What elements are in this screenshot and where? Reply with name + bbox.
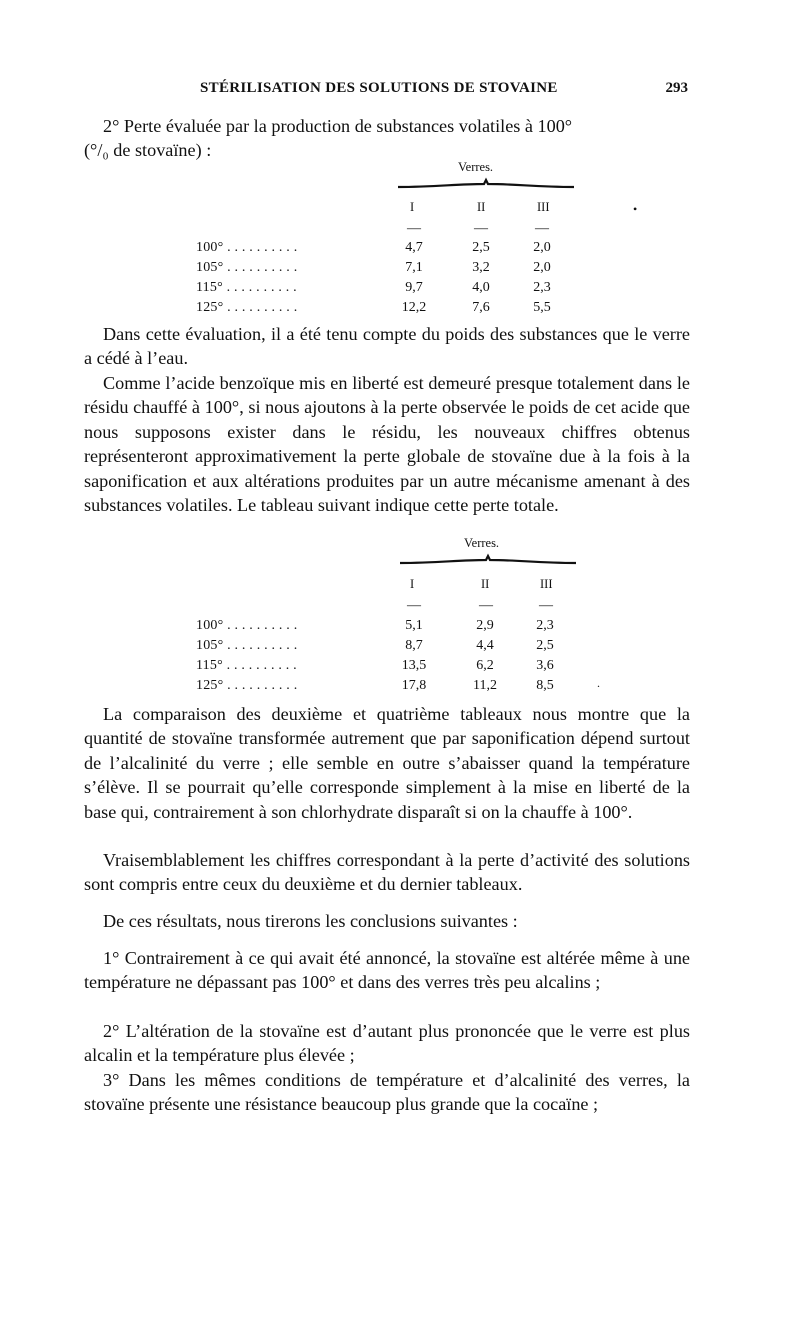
paragraph-conclusions-intro: De ces résultats, nous tirerons les conclusions suivantes : (103, 911, 518, 931)
conclusion-1: 1° Contrairement à ce qui avait été annoncé, la stovaïne est altérée même à une température ne dépassant pas 100° et dans des verres très peu alcalins ; (84, 948, 690, 993)
cell: 17,8 (401, 678, 427, 693)
cell: 5,5 (533, 300, 551, 315)
running-title: STÉRILISATION DES SOLUTIONS DE STOVAINE (200, 80, 558, 96)
table-row (196, 280, 616, 300)
col-head-2: II (481, 577, 490, 591)
table-row (196, 638, 616, 658)
cell: 8,5 (536, 678, 554, 693)
row-label: 100° . . . . . . . . . . (196, 618, 298, 633)
cell: 3,6 (536, 658, 554, 673)
cell: 2,0 (533, 240, 551, 255)
table-caption: Verres. (464, 536, 500, 550)
cell: 4,7 (405, 240, 423, 255)
conclusion-3: 3° Dans les mêmes conditions de température et d’alcalinité des verres, la stovaïne présente une résistance beaucoup plus grande que la cocaïne ; (84, 1070, 690, 1115)
brace-icon (396, 174, 576, 190)
paragraph-benzoic-acid: Comme l’acide benzoïque mis en liberté est demeuré presque totalement dans le résidu chauffé à 100°, si nous ajoutons à la perte observée le poids de cet acide que nous supposons exister dans le résidu, les nouveaux chiffres obtenus représenteront approximativement la perte globale de stovaïne due à la fois à la saponification et aux altérations produites par un autre mécanisme amenant à des substances volatiles. Le tableau suivant indique cette perte totale. (84, 373, 690, 516)
cell: 11,2 (473, 678, 497, 693)
cell: 4,0 (472, 280, 490, 295)
brace-icon (398, 550, 578, 566)
row-label: 100° . . . . . . . . . . (196, 240, 298, 255)
paragraph-comparison: La comparaison des deuxième et quatrième tableaux nous montre que la quantité de stovaïne transformée autrement que par saponification dépend surtout de l’alcalinité du verre ; elle semble en outre s’abaisser quand la température s’élève. Il se pourrait qu’elle corresponde simplement à la mise en liberté de la base qui, contrairement à son chlorhydrate disparaît si on la chauffe à 100°. (84, 704, 690, 822)
cell: 12,2 (401, 300, 427, 315)
table-row (196, 240, 616, 260)
col-dash: — (479, 598, 493, 613)
row-label: 125° . . . . . . . . . . (196, 300, 298, 315)
stray-mark: . (597, 676, 600, 690)
cell: 3,2 (472, 260, 490, 275)
col-dash: — (407, 598, 421, 613)
page-number: 293 (665, 80, 688, 96)
row-label: 115° . . . . . . . . . . (196, 280, 297, 295)
col-dash: — (474, 221, 488, 236)
cell: 7,6 (472, 300, 490, 315)
row-label: 125° . . . . . . . . . . (196, 678, 298, 693)
conclusion-2: 2° L’altération de la stovaïne est d’autant plus prononcée que le verre est plus alcalin et la température plus élevée ; (84, 1021, 690, 1066)
table-row (196, 658, 616, 678)
running-header (200, 80, 688, 100)
row-label: 115° . . . . . . . . . . (196, 658, 297, 673)
col-head-3: III (537, 200, 550, 214)
col-head-1: I (410, 577, 415, 591)
row-label: 105° . . . . . . . . . . (196, 260, 298, 275)
cell: 2,9 (476, 618, 494, 633)
table-row (196, 300, 616, 320)
table-volatile-loss (196, 160, 616, 315)
col-head-1: I (410, 200, 415, 214)
row-label: 105° . . . . . . . . . . (196, 638, 298, 653)
cell: 2,3 (536, 618, 554, 633)
table-total-loss (196, 536, 616, 693)
intro-line-1: 2° Perte évaluée par la production de substances volatiles à 100° (103, 116, 573, 136)
cell: 2,3 (533, 280, 551, 295)
cell: 2,0 (533, 260, 551, 275)
col-dash: — (535, 221, 549, 236)
cell: 6,2 (476, 658, 494, 673)
col-head-3: III (540, 577, 553, 591)
table-caption: Verres. (458, 160, 494, 174)
cell: 2,5 (472, 240, 490, 255)
cell: 5,1 (405, 618, 423, 633)
table-row (196, 678, 616, 698)
cell: 2,5 (536, 638, 554, 653)
intro-line-2: (°/₀ de stovaïne) : (84, 140, 212, 160)
cell: 13,5 (401, 658, 427, 673)
stray-mark: • (633, 202, 638, 216)
table-row (196, 260, 616, 280)
col-dash: — (539, 598, 553, 613)
paragraph-evaluation: Dans cette évaluation, il a été tenu compte du poids des substances que le verre a cédé à l’eau. (84, 324, 690, 369)
paragraph-activity: Vraisemblablement les chiffres correspondant à la perte d’activité des solutions sont compris entre ceux du deuxième et du dernier tableaux. (84, 850, 690, 895)
cell: 4,4 (476, 638, 494, 653)
col-dash: — (407, 221, 421, 236)
cell: 7,1 (405, 260, 423, 275)
table-row (196, 618, 616, 638)
cell: 8,7 (405, 638, 423, 653)
col-head-2: II (477, 200, 486, 214)
cell: 9,7 (405, 280, 423, 295)
